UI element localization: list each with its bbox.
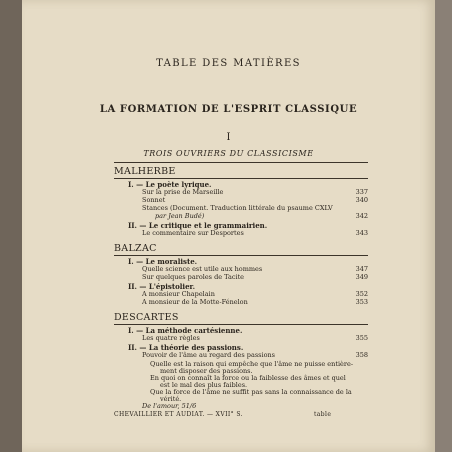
section-heading: II. — L'épistolier. [128, 282, 196, 291]
section-heading: II. — La théorie des passions. [128, 343, 244, 352]
toc-entry: Quelle est la raison qui empêche que l'âme ne puisse entière- [150, 360, 354, 368]
handwritten-note: De l'amour, 51/6 [142, 402, 197, 410]
page-header: TABLE DES MATIÈRES [156, 58, 301, 69]
toc-entry: Stances (Document. Traduction littérale du psaume CXLV [142, 204, 333, 212]
author-heading-descartes: DESCARTES [114, 312, 179, 323]
divider-rule [114, 162, 368, 163]
toc-entry: En quoi on connaît la force ou la faiblesse des âmes et quel [150, 374, 346, 382]
toc-entry: Sonnet [142, 196, 166, 204]
toc-entry: Les quatre règles [142, 334, 200, 342]
toc-page-number: 353 [355, 298, 368, 306]
toc-page-number: 343 [355, 229, 368, 237]
author-heading-balzac: BALZAC [114, 243, 157, 254]
toc-page-number: 349 [355, 273, 368, 281]
toc-entry: Sur quelques paroles de Tacite [142, 273, 245, 281]
toc-entry: Le commentaire sur Desportes [142, 229, 244, 237]
footer-right: table [314, 411, 332, 418]
toc-page-number: 342 [355, 212, 368, 220]
toc-entry: Que la force de l'âme ne suffit pas sans la connaissance de la [150, 388, 352, 396]
toc-entry: Pouvoir de l'âme au regard des passions [142, 351, 276, 359]
toc-entry: Quelle science est utile aux hommes [142, 265, 263, 273]
part-number: I [226, 132, 231, 143]
chapter-title: LA FORMATION DE L'ESPRIT CLASSIQUE [99, 104, 358, 115]
divider-rule [114, 178, 368, 179]
part-subtitle: TROIS OUVRIERS DU CLASSICISME [143, 149, 314, 158]
divider-rule [114, 255, 368, 256]
section-heading: I. — La méthode cartésienne. [128, 326, 243, 335]
toc-entry: A monsieur Chapelain [142, 290, 215, 298]
toc-page-number: 340 [355, 196, 368, 204]
toc-page-number: 337 [355, 188, 368, 196]
divider-rule [114, 324, 368, 325]
toc-entry: est le mal des plus faibles. [160, 381, 248, 389]
toc-entry: par Jean Budé) [155, 212, 205, 220]
page-edge [435, 0, 452, 452]
toc-page-number: 358 [355, 351, 368, 359]
section-heading: I. — Le moraliste. [128, 257, 198, 266]
toc-page-number: 352 [355, 290, 368, 298]
toc-page-number: 355 [355, 334, 368, 342]
section-heading: I. — Le poète lyrique. [128, 180, 212, 189]
author-heading-malherbe: MALHERBE [114, 166, 176, 177]
toc-entry: ment disposer des passions. [160, 367, 253, 375]
toc-entry: Sur la prise de Marseille [142, 188, 224, 196]
book-page [22, 0, 435, 452]
footer-left: CHEVAILLIER ET AUDIAT. — XVII° S. [114, 411, 243, 418]
toc-page-number: 347 [355, 265, 368, 273]
toc-entry: A monsieur de la Motte-Fénelon [142, 298, 248, 306]
toc-entry: vérité. [160, 395, 182, 403]
section-heading: II. — Le critique et le grammairien. [128, 221, 268, 230]
